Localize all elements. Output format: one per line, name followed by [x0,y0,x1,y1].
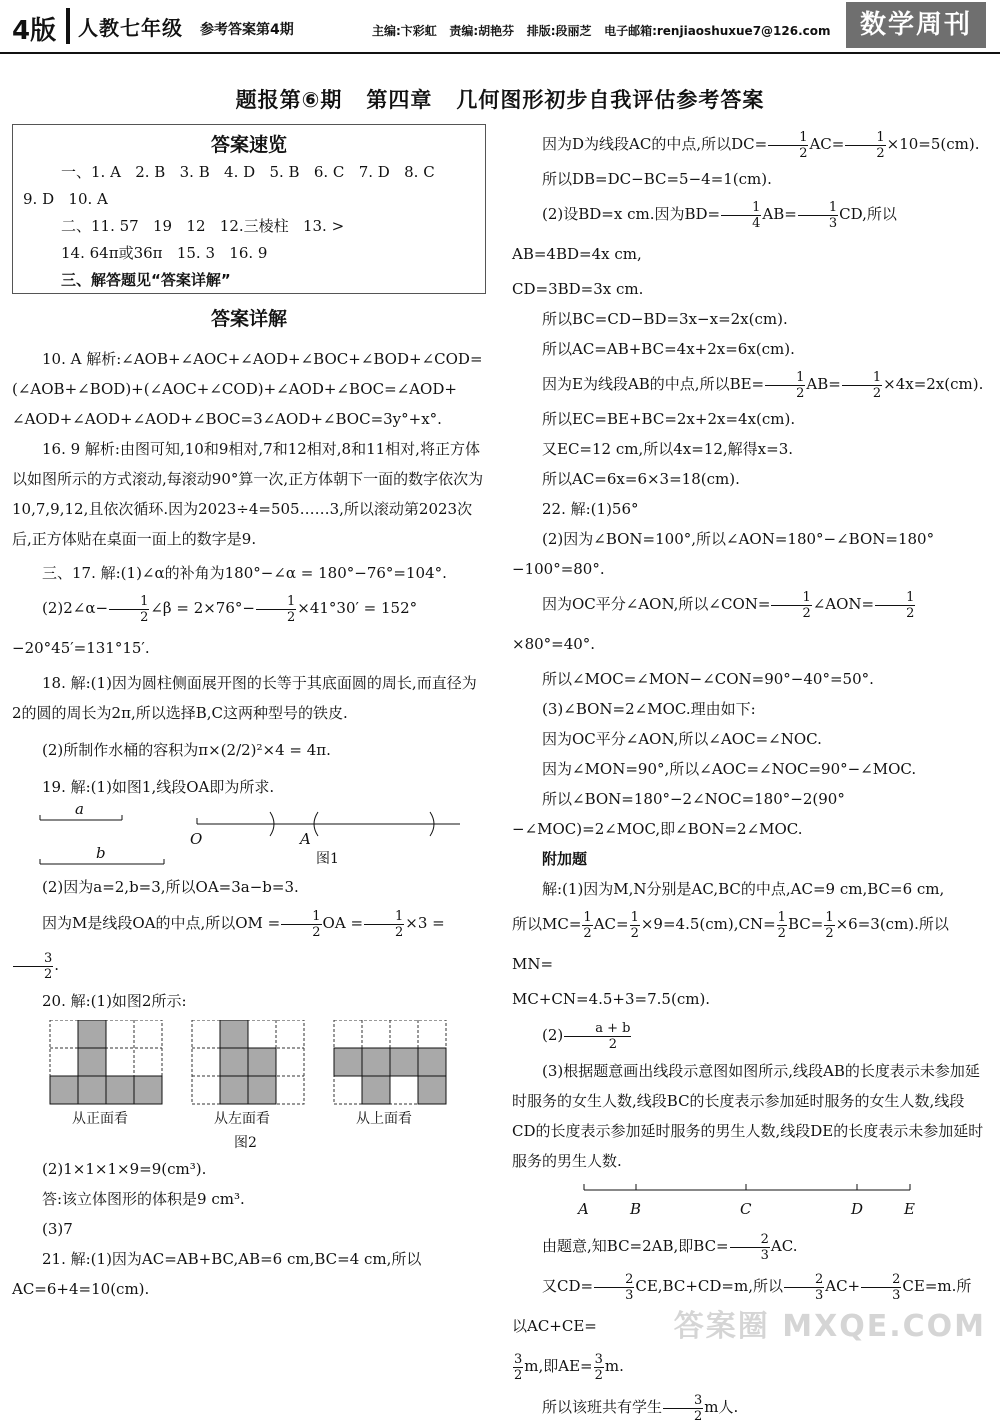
view-front-label: 从正面看 [72,1111,128,1127]
right-column [512,124,986,1428]
page-header [0,0,1000,54]
fraction: $\frac{1}{2}$ [777,909,786,941]
r-line24: 又CD= $\frac{2}{3}$ CE,BC+CD=m,所以 $\frac{2}{3}$ AC+ $\frac{2}{3}$ CE=m.所以AC+CE= [512,1271,972,1335]
fraction: $\frac{1}{2}$ [109,594,149,625]
q19-part3: 因为M是线段OA的中点,所以OM = $\frac{1}{2}$ OA = $\frac{1}{2}$ ×3 = $\frac{3}{2}$ . [12,902,486,986]
view-left-label: 从左面看 [214,1111,270,1127]
fraction: $\frac{1}{2}$ [825,909,834,941]
r-line12: 因为OC平分∠AON,所以∠CON= $\frac{1}{2}$ ∠AON= $\frac{1}{2}$ ×80°=40°. [512,589,915,653]
q19-part1: 19. 解:(1)如图1,线段OA即为所求. [42,778,275,796]
fraction: $\frac{1}{2}$ [256,594,296,625]
layout-editor: 排版:段丽芝 [526,24,592,38]
edition-label: 4版 [12,16,57,46]
q20-part3: (3)7 [42,1220,73,1238]
seg-label-b: B [630,1200,642,1218]
seg-label-c: C [740,1200,752,1218]
r-line23: 由题意,知BC=2AB,即BC= $\frac{2}{3}$ AC. [542,1231,798,1263]
fraction: $\frac{2}{3}$ [594,1272,634,1303]
q16-text: 16. 9 解析:由图可知,10和9相对,7和12相对,8和11相对,将正方体以如图所示的方式滚动,每滚动90°算一次,正方体朝下一面的数字依次为10,7,9,12,且依次循环.因为2023÷4=505……3,所以滚动第2023次后,正方体贴在桌面一面上的数字是9. [12,440,484,548]
r-line1: 因为D为线段AC的中点,所以DC= $\frac{1}{2}$ AC= $\frac{1}{2}$ ×10=5(cm). [542,129,980,161]
q20-answer: 答:该立体图形的体积是9 cm³. [42,1190,245,1208]
fraction: $\frac{3}{2}$ [594,1351,603,1383]
r-line11: (2)因为∠BON=100°,所以∠AON=180°−∠BON=180°−100°=80°. [512,530,935,578]
fraction: $\frac{1}{2}$ [768,130,808,161]
watermark: 答案圈 MXQE.COM [673,1309,986,1344]
q10-line1: 10. A 解析:∠AOB+∠AOC+∠AOD+∠BOC+∠BOD+∠COD= [42,350,483,368]
r-line4: 所以BC=CD−BD=3x−x=2x(cm). [542,310,788,328]
fraction: $\frac{3}{2}$ [663,1393,703,1424]
q18-part1: 18. 解:(1)因为圆柱侧面展开图的长等于其底面圆的周长,而直径为2的圆的周长为2π,所以选择B,C这两种型号的铁皮. [12,674,477,722]
title-part3: 几何图形初步自我评估参考答案 [456,88,765,112]
figure-2 [12,1016,486,1154]
r-line17: 所以∠BON=180°−2∠NOC=180°−2(90°−∠MOC)=2∠MOC,即∠BON=2∠MOC. [512,790,845,838]
r-line15: 因为OC平分∠AON,所以∠AOC=∠NOC. [542,730,822,748]
grade-label: 人教七年级 [78,16,183,40]
overview-line2: 9. D 10. A [23,190,108,208]
q17-2a: (2)2∠α− [42,599,109,617]
r-line13: 所以∠MOC=∠MON−∠CON=90°−40°=50°. [542,670,874,688]
fraction: $\frac{1}{2}$ [630,909,639,941]
header-divider [66,8,70,44]
title-part1: 题报第⑥期 [235,88,343,112]
figure-1 [12,802,486,872]
r-line9: 所以AC=6x=6×3=18(cm). [542,470,740,488]
fig1-caption: 图1 [316,851,339,867]
fraction: $\frac{1}{2}$ [842,370,882,401]
r-line25: $\frac{3}{2}$ m,即AE= $\frac{3}{2}$ m. [514,1351,624,1383]
r-line21: (2) $\frac{a + b}{2}$ [542,1020,631,1052]
q21-part1: 21. 解:(1)因为AC=AB+BC,AB=6 cm,BC=4 cm,所以AC=6+4=10(cm). [12,1250,422,1298]
r-line14: (3)∠BON=2∠MOC.理由如下: [542,700,756,718]
r-line18: 解:(1)因为M,N分别是AC,BC的中点,AC=9 cm,BC=6 cm, [542,880,945,898]
fraction: $\frac{1}{3}$ [798,200,838,231]
fig1-label-o: O [190,830,203,848]
fraction: $\frac{1}{2}$ [845,130,885,161]
fraction: $\frac{1}{2}$ [583,909,592,941]
page-title [0,84,1000,114]
r-line6: 因为E为线段AB的中点,所以BE= $\frac{1}{2}$ AB= $\frac{1}{2}$ ×4x=2x(cm). [542,369,984,401]
staff-line [372,22,831,39]
view-top-label: 从上面看 [356,1111,412,1127]
r-line3d: CD=3BD=3x cm. [512,280,644,298]
left-column [12,344,486,1304]
fraction: $\frac{a + b}{2}$ [564,1021,631,1052]
q17-part2 [12,588,486,668]
fraction: $\frac{1}{2}$ [765,370,805,401]
seg-label-e: E [904,1200,915,1218]
fraction: $\frac{3}{2}$ [13,951,53,982]
fraction: $\frac{2}{3}$ [861,1272,901,1303]
r-line8: 又EC=12 cm,所以4x=12,解得x=3. [542,440,794,458]
fraction: $\frac{2}{3}$ [784,1272,824,1303]
r-line22: (3)根据题意画出线段示意图如图所示,线段AB的长度表示未参加延时服务的女生人数,线段BC的长度表示参加延时服务的女生人数,线段CD的长度表示参加延时服务的男生人数,线段DE的长度表示未参加延时服务的男生人数. [512,1062,984,1170]
fig1-label-A: A [300,830,311,848]
q17-2b: ∠β = 2×76°− [150,599,255,617]
fig1-label-b: b [96,844,106,862]
title-part2: 第四章 [366,88,433,112]
r-line3: (2)设BD=x cm.因为BD= $\frac{1}{4}$ AB= $\frac{1}{3}$ CD,所以AB=4BD=4x cm, [512,199,897,263]
brand-badge: 数学周刊 [846,2,986,48]
r-line5: 所以AC=AB+BC=4x+2x=6x(cm). [542,340,795,358]
detail-heading: 答案详解 [210,308,287,330]
r-line7: 所以EC=BE+BC=2x+2x=4x(cm). [542,410,796,428]
r-line19: 所以MC= $\frac{1}{2}$ AC= $\frac{1}{2}$ ×9=4.5(cm),CN= $\frac{1}{2}$ BC= $\frac{1}{2}$ ×6=3(cm).所以MN= [512,909,949,973]
r-line26: 所以该班共有学生 $\frac{3}{2}$ m人. [542,1392,739,1424]
extra-heading: 附加题 [542,850,588,868]
q17-2c: ×41°30′ = 152°−20°45′=131°15′. [12,599,418,657]
fig1-label-a: a [75,800,84,818]
q20-part1: 20. 解:(1)如图2所示: [42,992,187,1010]
answer-overview-box [12,124,486,294]
fraction: $\frac{2}{3}$ [730,1232,770,1263]
email: 电子邮箱:renjiaoshuxue7@126.com [604,24,831,38]
segment-diagram [512,1176,986,1226]
fraction: $\frac{1}{2}$ [281,909,321,940]
fraction: $\frac{1}{2}$ [364,909,404,940]
q17-part1: 三、17. 解:(1)∠α的补角为180°−∠α = 180°−76°=104°. [42,564,447,582]
q18-part2: (2)所制作水桶的容积为π×(2/2)²×4 = 4π. [42,741,331,759]
fraction: $\frac{1}{4}$ [721,200,761,231]
r-line2: 所以DB=DC−BC=5−4=1(cm). [542,170,772,188]
overview-line4: 14. 64π或36π 15. 3 16. 9 [61,244,268,262]
r-line20: MC+CN=4.5+3=7.5(cm). [512,990,711,1008]
overview-line1: 一、1. A 2. B 3. B 4. D 5. B 6. C 7. D 8. C [61,163,435,181]
q20-part2: (2)1×1×1×9=9(cm³). [42,1160,207,1178]
r-line10: 22. 解:(1)56° [542,500,639,518]
fraction: $\frac{1}{2}$ [771,590,811,621]
editor: 主编:卞彩虹 [372,24,437,38]
q19-part2: (2)因为a=2,b=3,所以OA=3a−b=3. [42,878,299,896]
issue-label: 参考答案第4期 [200,22,294,38]
seg-label-d: D [851,1200,864,1218]
q10-line3: ∠AOD+∠AOD+∠AOD+∠BOC=3∠AOD+∠BOC=3y°+x°. [12,410,442,428]
overview-line3: 二、11. 57 19 12 12.三棱柱 13. > [61,217,345,235]
fig2-caption: 图2 [234,1135,257,1151]
fraction: $\frac{1}{2}$ [875,590,915,621]
fraction: $\frac{3}{2}$ [514,1351,523,1383]
r-line16: 因为∠MON=90°,所以∠AOC=∠NOC=90°−∠MOC. [542,760,917,778]
overview-heading: 答案速览 [210,134,287,156]
resp-editor: 责编:胡艳芬 [449,24,515,38]
seg-label-a: A [578,1200,589,1218]
q10-line2: (∠AOB+∠BOD)+(∠AOC+∠COD)+∠AOD+∠BOC=∠AOD+ [12,380,457,398]
overview-line5: 三、解答题见“答案详解” [61,271,231,289]
